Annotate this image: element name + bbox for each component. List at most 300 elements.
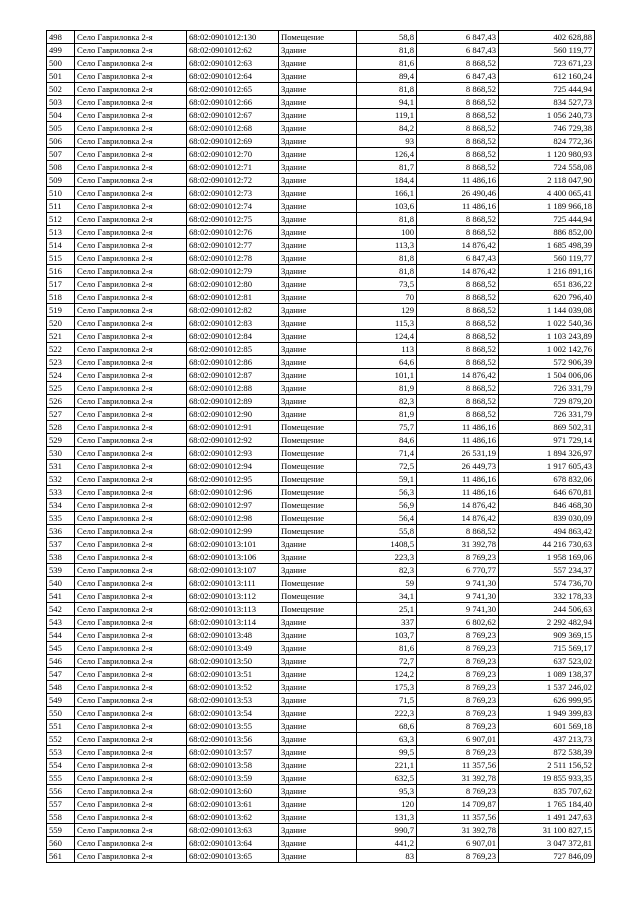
- cadastral-number-cell: 68:02:0901012:79: [187, 265, 279, 278]
- cadastral-value-cell: 437 213,73: [499, 733, 595, 746]
- cadastral-number-cell: 68:02:0901013:112: [187, 590, 279, 603]
- area-cell: 113: [357, 343, 417, 356]
- unit-price-cell: 6 802,62: [417, 616, 499, 629]
- row-number-cell: 555: [47, 772, 75, 785]
- area-cell: 55,8: [357, 525, 417, 538]
- area-cell: 223,3: [357, 551, 417, 564]
- cadastral-number-cell: 68:02:0901013:50: [187, 655, 279, 668]
- settlement-cell: Село Гавриловка 2-я: [75, 200, 187, 213]
- row-number-cell: 506: [47, 135, 75, 148]
- cadastral-value-cell: 651 836,22: [499, 278, 595, 291]
- settlement-cell: Село Гавриловка 2-я: [75, 785, 187, 798]
- row-number-cell: 552: [47, 733, 75, 746]
- table-row: [47, 824, 595, 837]
- table-row: [47, 148, 595, 161]
- unit-price-cell: 26 490,46: [417, 187, 499, 200]
- area-cell: 75,7: [357, 421, 417, 434]
- table-row: [47, 733, 595, 746]
- unit-price-cell: 8 769,23: [417, 720, 499, 733]
- table-row: [47, 408, 595, 421]
- object-type-cell: Здание: [279, 811, 357, 824]
- unit-price-cell: 8 769,23: [417, 642, 499, 655]
- cadastral-value-cell: 1 189 966,18: [499, 200, 595, 213]
- area-cell: 71,4: [357, 447, 417, 460]
- unit-price-cell: 8 868,52: [417, 135, 499, 148]
- table-row: [47, 122, 595, 135]
- object-type-cell: Здание: [279, 538, 357, 551]
- object-type-cell: Здание: [279, 681, 357, 694]
- object-type-cell: Помещение: [279, 603, 357, 616]
- cadastral-number-cell: 68:02:0901012:99: [187, 525, 279, 538]
- object-type-cell: Здание: [279, 720, 357, 733]
- object-type-cell: Здание: [279, 785, 357, 798]
- unit-price-cell: 31 392,78: [417, 824, 499, 837]
- unit-price-cell: 8 868,52: [417, 213, 499, 226]
- row-number-cell: 541: [47, 590, 75, 603]
- settlement-cell: Село Гавриловка 2-я: [75, 70, 187, 83]
- unit-price-cell: 26 449,73: [417, 460, 499, 473]
- object-type-cell: Помещение: [279, 460, 357, 473]
- unit-price-cell: 8 868,52: [417, 395, 499, 408]
- cadastral-value-cell: 402 628,88: [499, 31, 595, 44]
- area-cell: 337: [357, 616, 417, 629]
- area-cell: 184,4: [357, 174, 417, 187]
- unit-price-cell: 8 868,52: [417, 356, 499, 369]
- object-type-cell: Здание: [279, 850, 357, 863]
- object-type-cell: Здание: [279, 135, 357, 148]
- cadastral-value-cell: 846 468,30: [499, 499, 595, 512]
- row-number-cell: 523: [47, 356, 75, 369]
- row-number-cell: 509: [47, 174, 75, 187]
- unit-price-cell: 8 868,52: [417, 83, 499, 96]
- area-cell: 81,6: [357, 642, 417, 655]
- row-number-cell: 524: [47, 369, 75, 382]
- settlement-cell: Село Гавриловка 2-я: [75, 265, 187, 278]
- object-type-cell: Помещение: [279, 486, 357, 499]
- cadastral-value-cell: 1 685 498,39: [499, 239, 595, 252]
- cadastral-value-cell: 1 002 142,76: [499, 343, 595, 356]
- cadastral-value-cell: 724 558,08: [499, 161, 595, 174]
- cadastral-number-cell: 68:02:0901013:59: [187, 772, 279, 785]
- cadastral-value-cell: 1 216 891,16: [499, 265, 595, 278]
- settlement-cell: Село Гавриловка 2-я: [75, 694, 187, 707]
- settlement-cell: Село Гавриловка 2-я: [75, 772, 187, 785]
- row-number-cell: 530: [47, 447, 75, 460]
- table-row: [47, 707, 595, 720]
- cadastral-value-cell: 19 855 933,35: [499, 772, 595, 785]
- row-number-cell: 518: [47, 291, 75, 304]
- table-row: [47, 57, 595, 70]
- object-type-cell: Помещение: [279, 577, 357, 590]
- area-cell: 119,1: [357, 109, 417, 122]
- settlement-cell: Село Гавриловка 2-я: [75, 395, 187, 408]
- unit-price-cell: 8 868,52: [417, 278, 499, 291]
- cadastral-number-cell: 68:02:0901012:94: [187, 460, 279, 473]
- unit-price-cell: 8 868,52: [417, 57, 499, 70]
- object-type-cell: Здание: [279, 83, 357, 96]
- row-number-cell: 533: [47, 486, 75, 499]
- object-type-cell: Здание: [279, 824, 357, 837]
- settlement-cell: Село Гавриловка 2-я: [75, 746, 187, 759]
- cadastral-number-cell: 68:02:0901012:80: [187, 278, 279, 291]
- unit-price-cell: 8 868,52: [417, 382, 499, 395]
- row-number-cell: 517: [47, 278, 75, 291]
- table-row: [47, 278, 595, 291]
- object-type-cell: Здание: [279, 278, 357, 291]
- cadastral-value-table: [46, 30, 595, 863]
- table-row: [47, 603, 595, 616]
- object-type-cell: Здание: [279, 200, 357, 213]
- row-number-cell: 561: [47, 850, 75, 863]
- row-number-cell: 529: [47, 434, 75, 447]
- cadastral-number-cell: 68:02:0901013:52: [187, 681, 279, 694]
- table-row: [47, 265, 595, 278]
- cadastral-number-cell: 68:02:0901012:98: [187, 512, 279, 525]
- unit-price-cell: 8 868,52: [417, 343, 499, 356]
- cadastral-value-cell: 678 832,06: [499, 473, 595, 486]
- settlement-cell: Село Гавриловка 2-я: [75, 512, 187, 525]
- unit-price-cell: 8 868,52: [417, 291, 499, 304]
- cadastral-value-cell: 1 958 169,06: [499, 551, 595, 564]
- table-row: [47, 655, 595, 668]
- cadastral-number-cell: 68:02:0901012:93: [187, 447, 279, 460]
- area-cell: 72,5: [357, 460, 417, 473]
- object-type-cell: Здание: [279, 707, 357, 720]
- object-type-cell: Здание: [279, 564, 357, 577]
- row-number-cell: 539: [47, 564, 75, 577]
- object-type-cell: Здание: [279, 330, 357, 343]
- unit-price-cell: 14 709,87: [417, 798, 499, 811]
- table-row: [47, 330, 595, 343]
- table-row: [47, 564, 595, 577]
- unit-price-cell: 8 769,23: [417, 746, 499, 759]
- settlement-cell: Село Гавриловка 2-я: [75, 642, 187, 655]
- unit-price-cell: 11 486,16: [417, 434, 499, 447]
- cadastral-value-cell: 1 103 243,89: [499, 330, 595, 343]
- area-cell: 81,8: [357, 252, 417, 265]
- cadastral-number-cell: 68:02:0901012:69: [187, 135, 279, 148]
- unit-price-cell: 8 868,52: [417, 122, 499, 135]
- cadastral-value-cell: 1 765 184,40: [499, 798, 595, 811]
- settlement-cell: Село Гавриловка 2-я: [75, 330, 187, 343]
- cadastral-number-cell: 68:02:0901013:49: [187, 642, 279, 655]
- row-number-cell: 553: [47, 746, 75, 759]
- cadastral-value-cell: 1 504 006,06: [499, 369, 595, 382]
- table-row: [47, 317, 595, 330]
- row-number-cell: 549: [47, 694, 75, 707]
- cadastral-number-cell: 68:02:0901012:68: [187, 122, 279, 135]
- row-number-cell: 516: [47, 265, 75, 278]
- cadastral-value-cell: 869 502,31: [499, 421, 595, 434]
- cadastral-number-cell: 68:02:0901013:61: [187, 798, 279, 811]
- unit-price-cell: 11 357,56: [417, 811, 499, 824]
- table-row: [47, 369, 595, 382]
- cadastral-value-cell: 746 729,38: [499, 122, 595, 135]
- object-type-cell: Здание: [279, 122, 357, 135]
- unit-price-cell: 14 876,42: [417, 499, 499, 512]
- unit-price-cell: 8 769,23: [417, 668, 499, 681]
- cadastral-value-cell: 909 369,15: [499, 629, 595, 642]
- cadastral-value-cell: 494 863,42: [499, 525, 595, 538]
- cadastral-value-cell: 2 292 482,94: [499, 616, 595, 629]
- row-number-cell: 526: [47, 395, 75, 408]
- table-row: [47, 525, 595, 538]
- unit-price-cell: 9 741,30: [417, 590, 499, 603]
- settlement-cell: Село Гавриловка 2-я: [75, 44, 187, 57]
- settlement-cell: Село Гавриловка 2-я: [75, 96, 187, 109]
- area-cell: 56,4: [357, 512, 417, 525]
- unit-price-cell: 11 486,16: [417, 174, 499, 187]
- object-type-cell: Помещение: [279, 421, 357, 434]
- table-row: [47, 616, 595, 629]
- cadastral-number-cell: 68:02:0901013:60: [187, 785, 279, 798]
- row-number-cell: 503: [47, 96, 75, 109]
- table-row: [47, 629, 595, 642]
- settlement-cell: Село Гавриловка 2-я: [75, 356, 187, 369]
- area-cell: 115,3: [357, 317, 417, 330]
- area-cell: 73,5: [357, 278, 417, 291]
- unit-price-cell: 8 769,23: [417, 850, 499, 863]
- cadastral-value-cell: 1 120 980,93: [499, 148, 595, 161]
- area-cell: 99,5: [357, 746, 417, 759]
- area-cell: 100: [357, 226, 417, 239]
- table-row: [47, 512, 595, 525]
- object-type-cell: Здание: [279, 174, 357, 187]
- object-type-cell: Здание: [279, 733, 357, 746]
- area-cell: 175,3: [357, 681, 417, 694]
- unit-price-cell: 11 357,56: [417, 759, 499, 772]
- area-cell: 103,7: [357, 629, 417, 642]
- unit-price-cell: 8 769,23: [417, 707, 499, 720]
- object-type-cell: Здание: [279, 252, 357, 265]
- settlement-cell: Село Гавриловка 2-я: [75, 499, 187, 512]
- object-type-cell: Здание: [279, 798, 357, 811]
- settlement-cell: Село Гавриловка 2-я: [75, 421, 187, 434]
- unit-price-cell: 14 876,42: [417, 239, 499, 252]
- unit-price-cell: 11 486,16: [417, 200, 499, 213]
- object-type-cell: Здание: [279, 408, 357, 421]
- cadastral-number-cell: 68:02:0901012:91: [187, 421, 279, 434]
- cadastral-value-cell: 824 772,36: [499, 135, 595, 148]
- object-type-cell: Помещение: [279, 31, 357, 44]
- settlement-cell: Село Гавриловка 2-я: [75, 551, 187, 564]
- area-cell: 95,3: [357, 785, 417, 798]
- object-type-cell: Здание: [279, 837, 357, 850]
- row-number-cell: 538: [47, 551, 75, 564]
- object-type-cell: Здание: [279, 161, 357, 174]
- object-type-cell: Помещение: [279, 447, 357, 460]
- unit-price-cell: 8 868,52: [417, 330, 499, 343]
- row-number-cell: 546: [47, 655, 75, 668]
- object-type-cell: Помещение: [279, 434, 357, 447]
- cadastral-number-cell: 68:02:0901012:67: [187, 109, 279, 122]
- settlement-cell: Село Гавриловка 2-я: [75, 629, 187, 642]
- unit-price-cell: 31 392,78: [417, 772, 499, 785]
- row-number-cell: 557: [47, 798, 75, 811]
- settlement-cell: Село Гавриловка 2-я: [75, 174, 187, 187]
- settlement-cell: Село Гавриловка 2-я: [75, 577, 187, 590]
- cadastral-number-cell: 68:02:0901012:65: [187, 83, 279, 96]
- row-number-cell: 515: [47, 252, 75, 265]
- settlement-cell: Село Гавриловка 2-я: [75, 603, 187, 616]
- settlement-cell: Село Гавриловка 2-я: [75, 733, 187, 746]
- area-cell: 82,3: [357, 564, 417, 577]
- settlement-cell: Село Гавриловка 2-я: [75, 187, 187, 200]
- area-cell: 81,8: [357, 44, 417, 57]
- settlement-cell: Село Гавриловка 2-я: [75, 759, 187, 772]
- row-number-cell: 556: [47, 785, 75, 798]
- settlement-cell: Село Гавриловка 2-я: [75, 720, 187, 733]
- settlement-cell: Село Гавриловка 2-я: [75, 564, 187, 577]
- unit-price-cell: 6 907,01: [417, 733, 499, 746]
- object-type-cell: Помещение: [279, 590, 357, 603]
- area-cell: 71,5: [357, 694, 417, 707]
- row-number-cell: 501: [47, 70, 75, 83]
- area-cell: 81,8: [357, 265, 417, 278]
- table-row: [47, 31, 595, 44]
- object-type-cell: Здание: [279, 655, 357, 668]
- area-cell: 56,9: [357, 499, 417, 512]
- unit-price-cell: 6 847,43: [417, 252, 499, 265]
- settlement-cell: Село Гавриловка 2-я: [75, 343, 187, 356]
- unit-price-cell: 8 868,52: [417, 109, 499, 122]
- cadastral-number-cell: 68:02:0901012:96: [187, 486, 279, 499]
- area-cell: 101,1: [357, 369, 417, 382]
- table-row: [47, 772, 595, 785]
- area-cell: 221,1: [357, 759, 417, 772]
- object-type-cell: Здание: [279, 369, 357, 382]
- table-row: [47, 590, 595, 603]
- cadastral-value-cell: 626 999,95: [499, 694, 595, 707]
- object-type-cell: Здание: [279, 187, 357, 200]
- table-row: [47, 44, 595, 57]
- area-cell: 84,6: [357, 434, 417, 447]
- unit-price-cell: 8 868,52: [417, 226, 499, 239]
- row-number-cell: 514: [47, 239, 75, 252]
- table-row: [47, 499, 595, 512]
- settlement-cell: Село Гавриловка 2-я: [75, 278, 187, 291]
- settlement-cell: Село Гавриловка 2-я: [75, 447, 187, 460]
- settlement-cell: Село Гавриловка 2-я: [75, 486, 187, 499]
- cadastral-value-cell: 723 671,23: [499, 57, 595, 70]
- table-row: [47, 473, 595, 486]
- unit-price-cell: 11 486,16: [417, 473, 499, 486]
- unit-price-cell: 8 769,23: [417, 785, 499, 798]
- cadastral-number-cell: 68:02:0901013:48: [187, 629, 279, 642]
- object-type-cell: Здание: [279, 57, 357, 70]
- row-number-cell: 550: [47, 707, 75, 720]
- table-row: [47, 694, 595, 707]
- unit-price-cell: 8 868,52: [417, 304, 499, 317]
- unit-price-cell: 6 847,43: [417, 70, 499, 83]
- row-number-cell: 537: [47, 538, 75, 551]
- settlement-cell: Село Гавриловка 2-я: [75, 525, 187, 538]
- row-number-cell: 535: [47, 512, 75, 525]
- object-type-cell: Здание: [279, 109, 357, 122]
- object-type-cell: Помещение: [279, 525, 357, 538]
- cadastral-number-cell: 68:02:0901012:130: [187, 31, 279, 44]
- table-row: [47, 213, 595, 226]
- cadastral-value-cell: 726 331,79: [499, 382, 595, 395]
- settlement-cell: Село Гавриловка 2-я: [75, 83, 187, 96]
- cadastral-number-cell: 68:02:0901013:54: [187, 707, 279, 720]
- settlement-cell: Село Гавриловка 2-я: [75, 616, 187, 629]
- cadastral-number-cell: 68:02:0901013:65: [187, 850, 279, 863]
- object-type-cell: Здание: [279, 148, 357, 161]
- cadastral-value-cell: 1 537 246,02: [499, 681, 595, 694]
- object-type-cell: Помещение: [279, 473, 357, 486]
- settlement-cell: Село Гавриловка 2-я: [75, 226, 187, 239]
- row-number-cell: 532: [47, 473, 75, 486]
- area-cell: 93: [357, 135, 417, 148]
- row-number-cell: 510: [47, 187, 75, 200]
- row-number-cell: 534: [47, 499, 75, 512]
- cadastral-value-cell: 31 100 827,15: [499, 824, 595, 837]
- unit-price-cell: 11 486,16: [417, 421, 499, 434]
- area-cell: 1408,5: [357, 538, 417, 551]
- unit-price-cell: 6 847,43: [417, 31, 499, 44]
- settlement-cell: Село Гавриловка 2-я: [75, 811, 187, 824]
- cadastral-value-cell: 637 523,02: [499, 655, 595, 668]
- table-row: [47, 356, 595, 369]
- row-number-cell: 544: [47, 629, 75, 642]
- unit-price-cell: 8 769,23: [417, 694, 499, 707]
- settlement-cell: Село Гавриловка 2-я: [75, 668, 187, 681]
- row-number-cell: 502: [47, 83, 75, 96]
- settlement-cell: Село Гавриловка 2-я: [75, 369, 187, 382]
- cadastral-value-cell: 725 444,94: [499, 83, 595, 96]
- unit-price-cell: 8 868,52: [417, 161, 499, 174]
- object-type-cell: Здание: [279, 70, 357, 83]
- table-row: [47, 226, 595, 239]
- area-cell: 81,9: [357, 408, 417, 421]
- area-cell: 68,6: [357, 720, 417, 733]
- cadastral-value-cell: 620 796,40: [499, 291, 595, 304]
- table-row: [47, 447, 595, 460]
- settlement-cell: Село Гавриловка 2-я: [75, 213, 187, 226]
- settlement-cell: Село Гавриловка 2-я: [75, 252, 187, 265]
- cadastral-value-cell: 1 917 605,43: [499, 460, 595, 473]
- cadastral-number-cell: 68:02:0901013:107: [187, 564, 279, 577]
- row-number-cell: 551: [47, 720, 75, 733]
- table-row: [47, 681, 595, 694]
- table-row: [47, 252, 595, 265]
- cadastral-number-cell: 68:02:0901013:55: [187, 720, 279, 733]
- cadastral-number-cell: 68:02:0901013:53: [187, 694, 279, 707]
- area-cell: 83: [357, 850, 417, 863]
- unit-price-cell: 9 741,30: [417, 577, 499, 590]
- object-type-cell: Здание: [279, 265, 357, 278]
- unit-price-cell: 8 868,52: [417, 525, 499, 538]
- cadastral-number-cell: 68:02:0901012:89: [187, 395, 279, 408]
- row-number-cell: 521: [47, 330, 75, 343]
- cadastral-value-cell: 332 178,33: [499, 590, 595, 603]
- settlement-cell: Село Гавриловка 2-я: [75, 317, 187, 330]
- cadastral-number-cell: 68:02:0901013:58: [187, 759, 279, 772]
- row-number-cell: 558: [47, 811, 75, 824]
- cadastral-value-cell: 872 538,39: [499, 746, 595, 759]
- row-number-cell: 542: [47, 603, 75, 616]
- cadastral-value-cell: 646 670,81: [499, 486, 595, 499]
- area-cell: 81,6: [357, 57, 417, 70]
- cadastral-value-cell: 44 216 730,63: [499, 538, 595, 551]
- area-cell: 82,3: [357, 395, 417, 408]
- cadastral-number-cell: 68:02:0901012:64: [187, 70, 279, 83]
- cadastral-value-cell: 1 056 240,73: [499, 109, 595, 122]
- area-cell: 81,7: [357, 161, 417, 174]
- unit-price-cell: 14 876,42: [417, 512, 499, 525]
- settlement-cell: Село Гавриловка 2-я: [75, 434, 187, 447]
